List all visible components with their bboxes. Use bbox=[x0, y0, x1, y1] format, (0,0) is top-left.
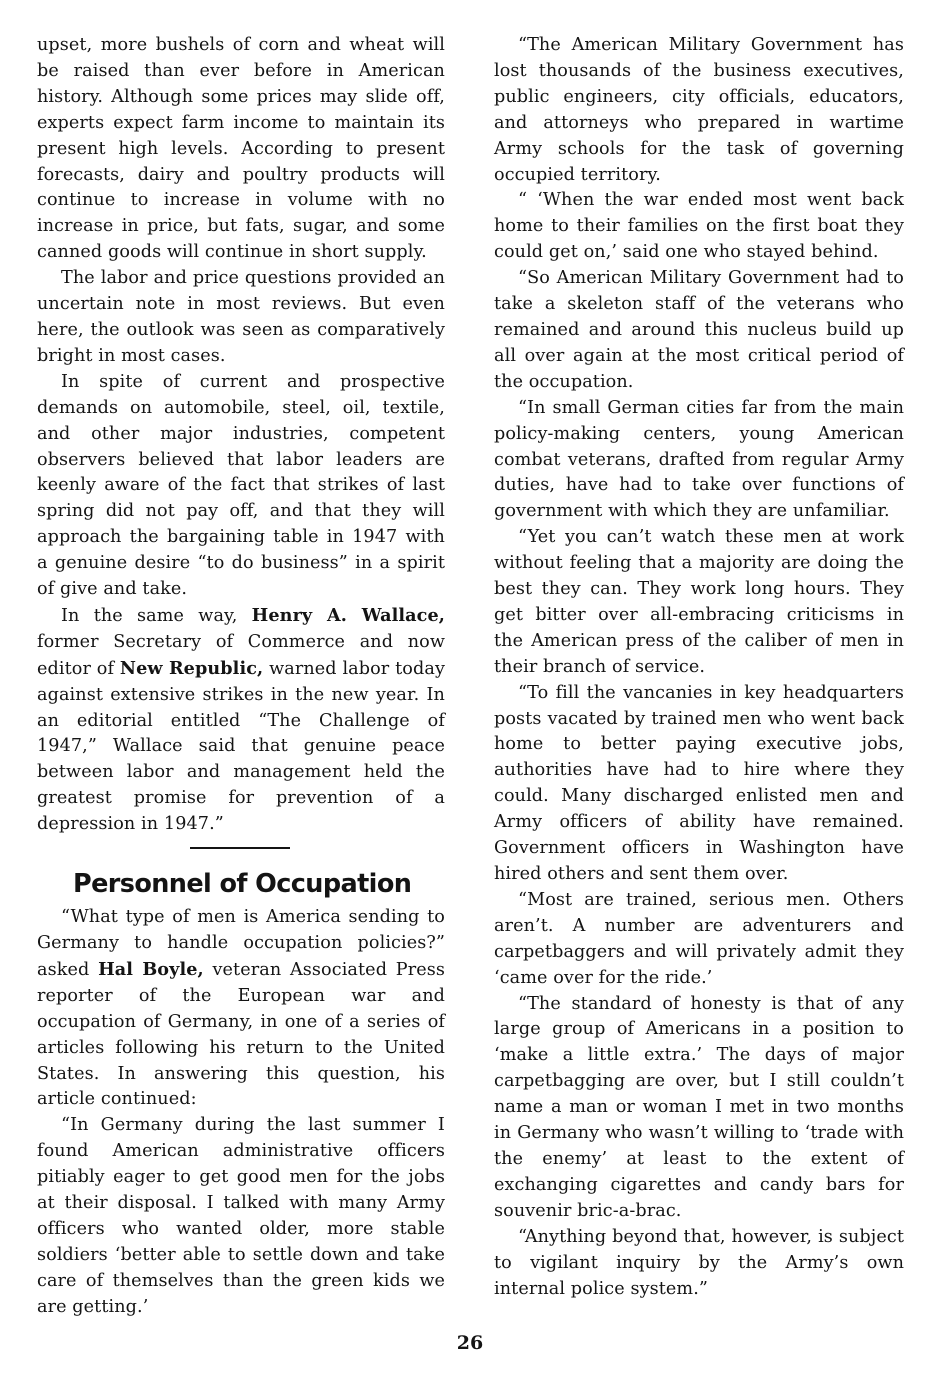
section-divider bbox=[190, 847, 290, 849]
text-run: veteran Associated Press reporter of the European war and occupation of Germany, in one of a series of articles following his return to the United States. In answering this question, his article continued: bbox=[37, 959, 445, 1110]
paragraph: “So American Military Government had to take a skeleton staff of the veterans who remained and around this nucleus build up all over again at the most critical period of the occupation. bbox=[494, 268, 904, 392]
paragraph: upset, more bushels of corn and wheat will be raised than ever before in American history. Although some prices may slide off, experts expect farm income to maintain its present high levels. According to present forecasts, dairy and poultry products will continue to increase in volume with no increase in price, but fats, sugar, and some canned goods will continue in short supply. bbox=[37, 35, 445, 263]
paragraph: “In small German cities far from the main policy-making centers, young American combat veterans, drafted from regular Army duties, have had to take over functions of government with which they are unfamiliar. bbox=[494, 397, 904, 522]
paragraph: “The standard of honesty is that of any large group of Americans in a position to ‘make a little extra.’ The days of major carpetbagging are over, but I still couldn’t name a man or woman I met in two months in Germany who wasn’t willing to ‘trade with the enemy’ at least to the extent of exchanging cigarettes and candy bars for souvenir bric-a-brac. bbox=[494, 993, 904, 1221]
bold-name: Hal Boyle, bbox=[98, 958, 204, 980]
text-run: In the same way, bbox=[61, 605, 252, 626]
paragraph: “To fill the vancanies in key headquarters posts vacated by trained men who went back home to better paying executive jobs, authorities have had to hire where they could. Many discharged enlisted men and Army officers of ability have remained. Government officers in Washington have hired others and sent them over. bbox=[494, 682, 904, 884]
paragraph: The labor and price questions provided an uncertain note in most reviews. But even here, the outlook was seen as comparatively bright in most cases. bbox=[37, 268, 445, 366]
right-column bbox=[494, 33, 904, 1302]
paragraph: “ ‘When the war ended most went back home to their families on the first boat they could get on,’ said one who stayed behind. bbox=[494, 190, 904, 263]
paragraph bbox=[37, 603, 445, 838]
paragraph: “Yet you can’t watch these men at work without feeling that a majority are doing the best they can. They work long hours. They get bitter over all-embracing criticisms in the American press of the caliber of men in their branch of service. bbox=[494, 527, 904, 677]
bold-name: Henry A. Wallace, bbox=[251, 604, 445, 626]
page-number: 26 bbox=[456, 1332, 484, 1354]
text-run: former Secretary of Commerce and now editor of bbox=[37, 631, 445, 679]
bold-publication: New Republic, bbox=[119, 657, 264, 679]
paragraph: “Anything beyond that, however, is subject to vigilant inquiry by the Army’s own internal police system.” bbox=[494, 1226, 904, 1299]
paragraph: In spite of current and prospective demands on automobile, steel, oil, textile, and other major industries, competent observers believed that labor leaders are keenly aware of the fact that strikes of last spring did not pay off, and that they will approach the bargaining table in 1947 with a genuine desire “to do business” in a spirit of give and take. bbox=[37, 371, 445, 600]
section-heading: Personnel of Occupation bbox=[73, 869, 412, 900]
left-column bbox=[37, 33, 445, 1321]
paragraph: “In Germany during the last summer I found American administrative officers pitiably eager to get good men for the jobs at their disposal. I talked with many Army officers who wanted older, more stable soldiers ‘better able to settle down and take care of themselves than the green kids we are getting.’ bbox=[37, 1115, 445, 1317]
paragraph: “The American Military Government has lost thousands of the business executives, public engineers, city officials, educators, and attorneys who prepared in wartime Army schools for the task of governing occupied territory. bbox=[494, 35, 904, 185]
paragraph: “Most are trained, serious men. Others aren’t. A number are adventurers and carpetbaggers and will privately admit they ‘came over for the ride.’ bbox=[494, 889, 904, 988]
text-run: warned labor today against extensive strikes in the new year. In an editorial entitled “The Challenge of 1947,” Wallace said that genuine peace between labor and management held the greatest promise for prevention of a depression in 1947.” bbox=[37, 658, 445, 835]
text-run: “What type of men is America sending to Germany to handle occupation policies?” asked bbox=[37, 907, 445, 980]
paragraph bbox=[37, 905, 445, 1113]
